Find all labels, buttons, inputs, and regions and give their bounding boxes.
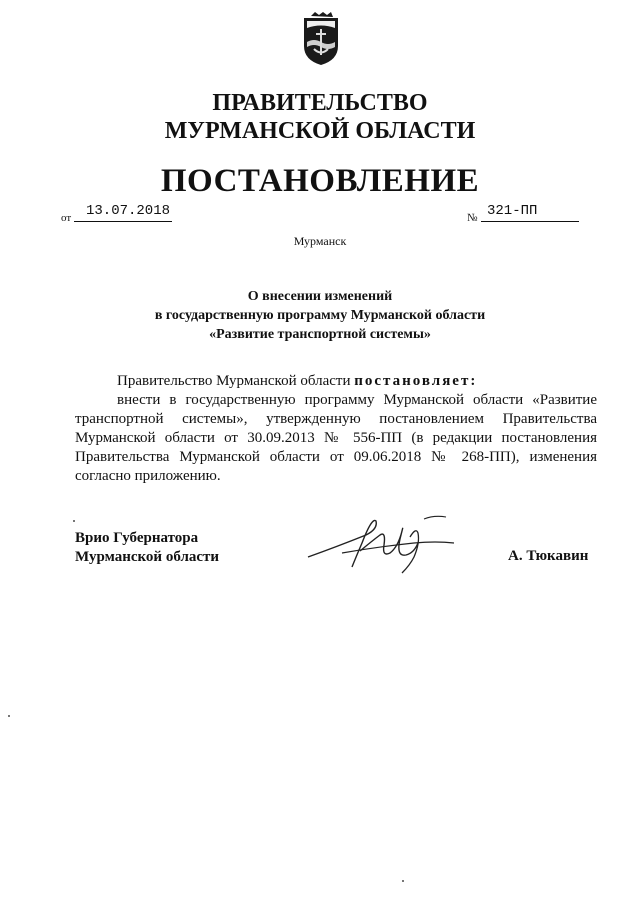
government-title-line2: МУРМАНСКОЙ ОБЛАСТИ <box>164 118 476 144</box>
intro-verb: постановляет: <box>354 373 478 389</box>
signer-name: А. Тюкавин <box>508 548 589 564</box>
signer-position <box>75 529 219 567</box>
handwritten-signature <box>306 513 458 575</box>
subject-line2: в государственную программу Мурманской области <box>154 308 486 323</box>
number-field <box>481 203 579 222</box>
date-value: 13.07.2018 <box>86 203 171 219</box>
scan-speck <box>402 880 404 882</box>
main-paragraph: внести в государственную программу Мурманской области «Развитие транспортной системы», утвержденную постановлением Правительства Мурманской области от 30.09.2013 № 556-ПП (в редакции постановления Правительства Мурманской области от 09.06.2018 № 268-ПП), изменения согласно приложению. <box>75 392 597 484</box>
number-value: 321-ПП <box>487 203 538 219</box>
subject-line1: О внесении изменений <box>247 289 393 304</box>
document-type-title: ПОСТАНОВЛЕНИЕ <box>160 163 480 199</box>
subject-line3: «Развитие транспортной системы» <box>209 327 431 342</box>
number-prefix: № <box>467 212 478 224</box>
city: Мурманск <box>293 234 347 248</box>
intro-paragraph <box>75 372 597 391</box>
document-subject <box>0 287 640 344</box>
intro-subject: Правительство Мурманской области <box>117 373 351 389</box>
government-title-line1: ПРАВИТЕЛЬСТВО <box>212 90 428 116</box>
signer-position-line2: Мурманской области <box>75 549 220 565</box>
scan-speck <box>8 715 10 717</box>
date-field <box>74 203 172 222</box>
scan-speck <box>73 520 75 522</box>
date-prefix: от <box>61 212 72 224</box>
coat-of-arms-icon <box>301 12 341 66</box>
document-body <box>75 372 597 486</box>
signer-position-line1: Врио Губернатора <box>75 530 199 546</box>
